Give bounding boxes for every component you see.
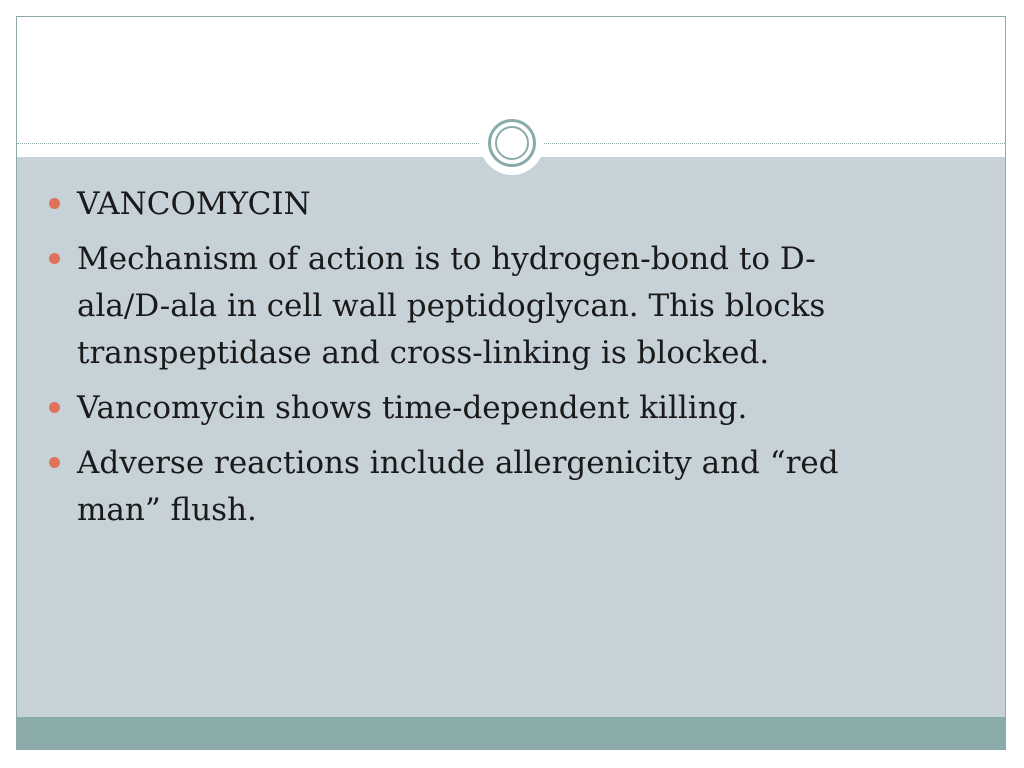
circle-ring-icon	[480, 111, 544, 175]
list-item	[47, 385, 907, 432]
bullet-text: Mechanism of action is to hydrogen-bond to D-ala/D-ala in cell wall peptidoglycan. This blocks transpeptidase and cross-linking is blocked.	[77, 241, 826, 371]
bullet-text: Adverse reactions include allergenicity and “red man” flush.	[77, 445, 839, 528]
footer-band	[17, 717, 1005, 750]
slide	[16, 16, 1006, 750]
list-item	[47, 236, 907, 377]
ornament-outer-ring	[488, 119, 536, 167]
bullet-text: VANCOMYCIN	[77, 186, 311, 222]
dot-bullet-icon	[49, 253, 60, 264]
bullet-list	[47, 181, 907, 542]
dot-bullet-icon	[49, 198, 60, 209]
dot-bullet-icon	[49, 457, 60, 468]
list-item	[47, 440, 907, 534]
bullet-text: Vancomycin shows time-dependent killing.	[77, 390, 748, 426]
dot-bullet-icon	[49, 402, 60, 413]
ornament-inner-ring	[495, 126, 529, 160]
list-item	[47, 181, 907, 228]
